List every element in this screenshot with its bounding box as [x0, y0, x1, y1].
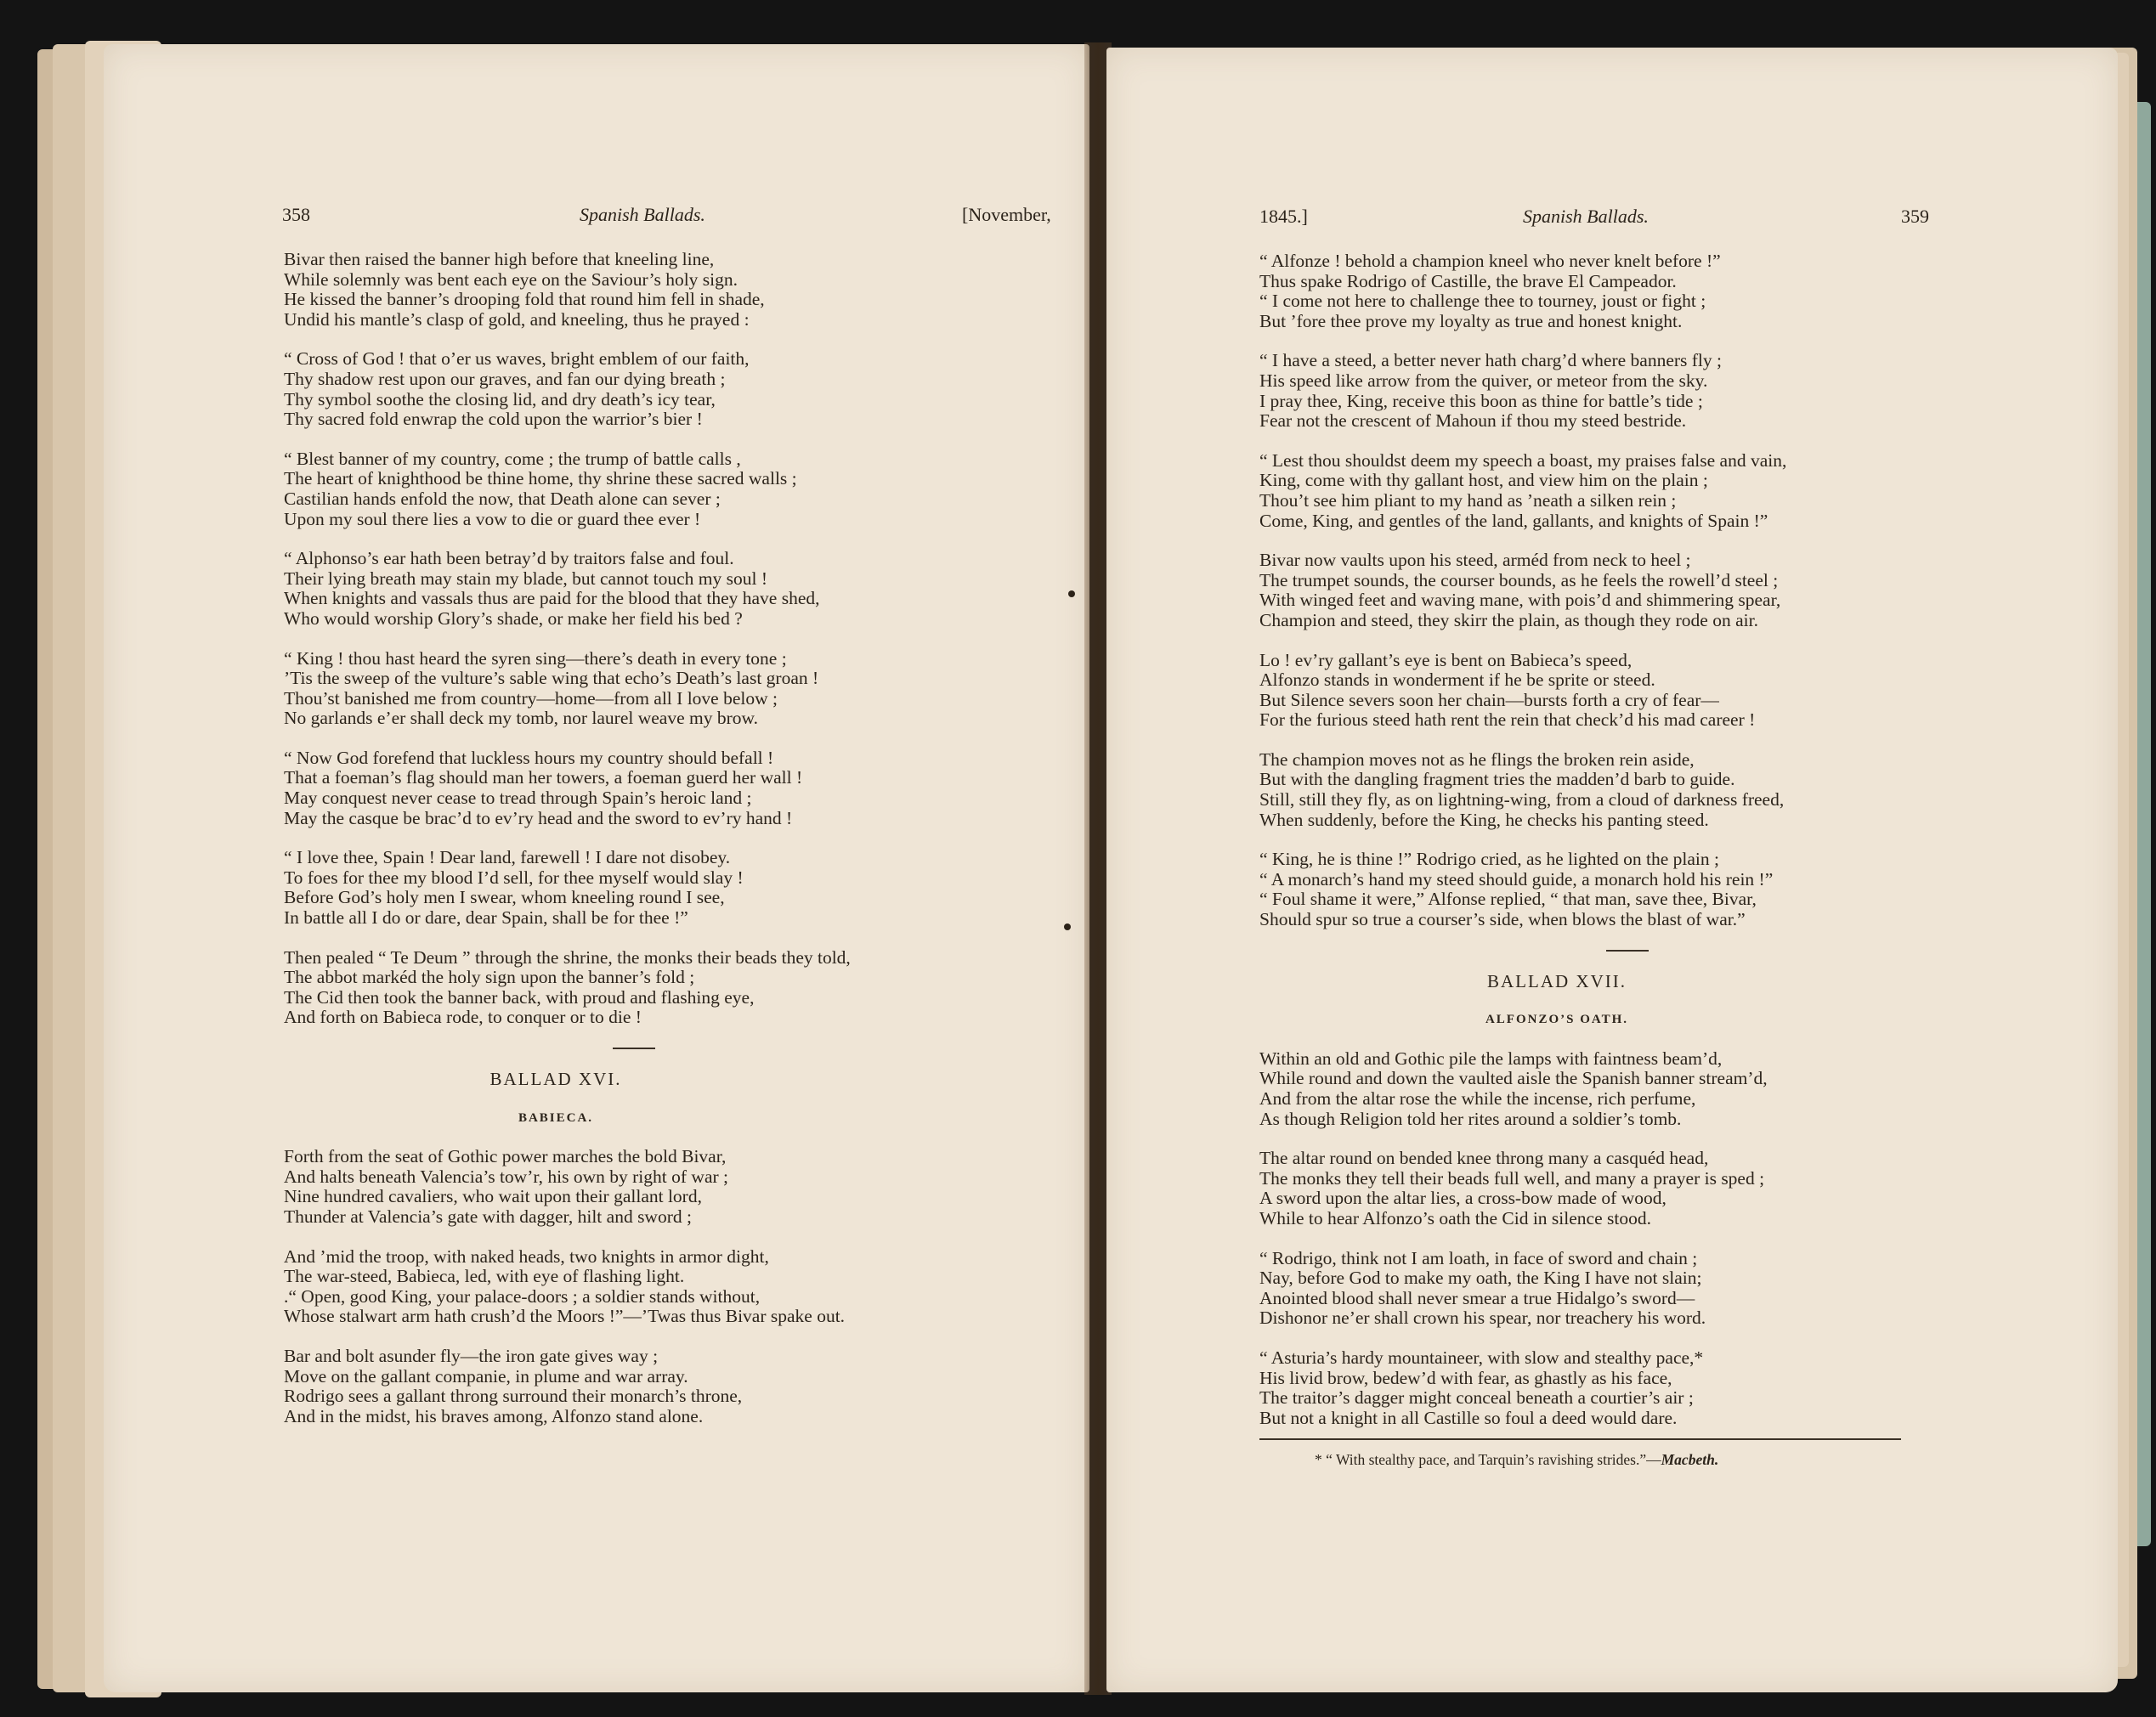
- verse-line: “ King, he is thine !” Rodrigo cried, as he lighted on the plain ;: [1259, 849, 1719, 870]
- verse-line: Come, King, and gentles of the land, gallants, and knights of Spain !”: [1259, 510, 1768, 531]
- stanza: [1259, 651, 2024, 731]
- verse-line: “ Now God forefend that luckless hours my country should befall !: [284, 747, 774, 768]
- verse-line: May conquest never cease to tread through Spain’s heroic land ;: [284, 788, 752, 809]
- left-text-column: [284, 250, 1049, 1446]
- verse-line: Before God’s holy men I swear, whom kneeling round I see,: [284, 887, 725, 908]
- verse-line: “ Foul shame it were,” Alfonse replied, “ that man, save thee, Bivar,: [1259, 889, 1757, 910]
- verse-line: Thus spake Rodrigo of Castille, the brave El Campeador.: [1259, 270, 1677, 291]
- verse-line: “ Cross of God ! that o’er us waves, bright emblem of our faith,: [284, 348, 750, 370]
- stanza: [284, 1247, 1049, 1327]
- stanza: [1259, 551, 2024, 630]
- poem-stanzas: [284, 250, 1049, 1028]
- verse-line: For the furious steed hath rent the rein that check’d his mad career !: [1259, 709, 1756, 731]
- stanza: [284, 349, 1049, 429]
- verse-line: Alfonzo stands in wonderment if he be sprite or steed.: [1259, 669, 1655, 691]
- stanza: [284, 948, 1049, 1028]
- verse-line: Undid his mantle’s clasp of gold, and kneeling, thus he prayed :: [284, 308, 750, 330]
- verse-line: His speed like arrow from the quiver, or meteor from the sky.: [1259, 370, 1708, 391]
- verse-line: Nine hundred cavaliers, who wait upon their gallant lord,: [284, 1186, 702, 1207]
- ballad-subtitle: BABIECA.: [518, 1110, 594, 1125]
- verse-line: Champion and steed, they skirr the plain, as though they rode on air.: [1259, 609, 1758, 630]
- verse-line: The champion moves not as he flings the broken rein aside,: [1259, 748, 1695, 770]
- poem-stanzas: [1259, 251, 2024, 930]
- verse-line: ’Tis the sweep of the vulture’s sable wing that echo’s Death’s last groan !: [284, 668, 819, 689]
- stanza: [1259, 1149, 2024, 1228]
- verse-line: Fear not the crescent of Mahoun if thou my steed bestride.: [1259, 410, 1687, 432]
- stanza: [284, 748, 1049, 828]
- verse-line: In battle all I do or dare, dear Spain, shall be for thee !”: [284, 907, 688, 929]
- verse-line: But not a knight in all Castille so foul a deed would dare.: [1259, 1407, 1678, 1428]
- verse-line: And in the midst, his braves among, Alfonzo stand alone.: [284, 1405, 704, 1426]
- verse-line: Dishonor ne’er shall crown his spear, nor treachery his word.: [1259, 1308, 1706, 1329]
- verse-line: Rodrigo sees a gallant throng surround their monarch’s throne,: [284, 1386, 743, 1407]
- verse-line: “ Asturia’s hardy mountaineer, with slow and stealthy pace,*: [1259, 1347, 1704, 1368]
- stanza: [284, 649, 1049, 729]
- stanza: [1259, 1249, 2024, 1329]
- running-title: Spanish Ballads.: [580, 204, 705, 225]
- verse-line: The abbot markéd the holy sign upon the banner’s fold ;: [284, 967, 695, 988]
- verse-line: The Cid then took the banner back, with proud and flashing eye,: [284, 986, 755, 1008]
- verse-line: The heart of knighthood be thine home, thy shrine these sacred walls ;: [284, 468, 797, 489]
- verse-line: That a foeman’s flag should man her towers, a foeman guerd her wall !: [284, 767, 803, 788]
- verse-line: The altar round on bended knee throng many a casquéd head,: [1259, 1148, 1709, 1169]
- verse-line: .“ Open, good King, your palace-doors ; a soldier stands without,: [284, 1285, 761, 1307]
- verse-line: While solemnly was bent each eye on the Saviour’s holy sign.: [284, 268, 738, 290]
- verse-line: The traitor’s dagger might conceal beneath a courtier’s air ;: [1259, 1387, 1694, 1409]
- stanza: [284, 250, 1049, 330]
- stanza: [1259, 451, 2024, 531]
- verse-line: Then pealed “ Te Deum ” through the shrine, the monks their beads they told,: [284, 946, 851, 968]
- verse-line: And from the altar rose the while the incense, rich perfume,: [1259, 1088, 1696, 1109]
- verse-line: “ I have a steed, a better never hath charg’d where banners fly ;: [1259, 350, 1723, 371]
- stanza: [284, 848, 1049, 928]
- verse-line: Their lying breath may stain my blade, but cannot touch my soul !: [284, 568, 768, 589]
- poem-stanzas: [1259, 1049, 2024, 1429]
- verse-line: “ Rodrigo, think not I am loath, in face of sword and chain ;: [1259, 1247, 1698, 1268]
- stanza: [1259, 750, 2024, 830]
- stanza: [1259, 1049, 2024, 1129]
- verse-line: The monks they tell their beads full well, and many a prayer is sped ;: [1259, 1167, 1765, 1189]
- stanza: [284, 1147, 1049, 1227]
- right-page: [1106, 48, 2118, 1692]
- footnote-source: Macbeth.: [1661, 1451, 1719, 1468]
- verse-line: A sword upon the altar lies, a cross-bow made of wood,: [1259, 1188, 1667, 1209]
- stanza: [1259, 351, 2024, 431]
- verse-line: Forth from the seat of Gothic power marches the bold Bivar,: [284, 1146, 727, 1167]
- verse-line: “ King ! thou hast heard the syren sing—there’s death in every tone ;: [284, 647, 787, 669]
- verse-line: Bivar now vaults upon his steed, arméd from neck to heel ;: [1259, 550, 1691, 571]
- verse-line: The trumpet sounds, the courser bounds, as he feels the rowell’d steel ;: [1259, 569, 1779, 590]
- binding-thread: [1068, 590, 1075, 597]
- verse-line: “ I come not here to challenge thee to tourney, joust or fight ;: [1259, 291, 1706, 312]
- poem-stanzas: [284, 1147, 1049, 1426]
- verse-line: Bivar then raised the banner high before that kneeling line,: [284, 249, 715, 269]
- verse-line: With winged feet and waving mane, with pois’d and shimmering spear,: [1259, 590, 1781, 611]
- verse-line: Whose stalwart arm hath crush’d the Moors !”—’Twas thus Bivar spake out.: [284, 1306, 846, 1327]
- running-title: Spanish Ballads.: [1523, 206, 1649, 227]
- verse-line: “ Alphonso’s ear hath been betray’d by traitors false and foul.: [284, 548, 734, 569]
- running-month: [November,: [962, 204, 1051, 225]
- stanza: [284, 549, 1049, 629]
- verse-line: But with the dangling fragment tries the madden’d barb to guide.: [1259, 769, 1735, 790]
- verse-line: He kissed the banner’s drooping fold that round him fell in shade,: [284, 289, 765, 310]
- footnote-text: * “ With stealthy pace, and Tarquin’s ravishing strides.”—: [1315, 1451, 1661, 1468]
- verse-line: And ’mid the troop, with naked heads, two knights in armor dight,: [284, 1245, 769, 1267]
- verse-line: King, come with thy gallant host, and view him on the plain ;: [1259, 470, 1708, 491]
- stanza: [1259, 1348, 2024, 1428]
- verse-line: His livid brow, bedew’d with fear, as ghastly as his face,: [1259, 1367, 1672, 1388]
- verse-line: While round and down the vaulted aisle the Spanish banner stream’d,: [1259, 1068, 1768, 1089]
- footnote: [1315, 1451, 1718, 1469]
- left-page: [104, 44, 1089, 1692]
- page-number: 358: [282, 204, 310, 225]
- verse-line: “ I love thee, Spain ! Dear land, farewell ! I dare not disobey.: [284, 847, 731, 868]
- verse-line: Castilian hands enfold the now, that Death alone can sever ;: [284, 488, 721, 509]
- stanza: [1259, 850, 2024, 929]
- verse-line: While to hear Alfonzo’s oath the Cid in silence stood.: [1259, 1207, 1651, 1228]
- verse-line: “ Blest banner of my country, come ; the trump of battle calls ,: [284, 448, 741, 469]
- verse-line: And forth on Babieca rode, to conquer or to die !: [284, 1007, 642, 1028]
- verse-line: But Silence severs soon her chain—bursts forth a cry of fear—: [1259, 689, 1719, 710]
- verse-line: “ Alfonze ! behold a champion kneel who never knelt before !”: [1259, 251, 1721, 271]
- stanza: [284, 449, 1049, 529]
- verse-line: Still, still they fly, as on lightning-wing, from a cloud of darkness freed,: [1259, 789, 1785, 810]
- stanza: [284, 1347, 1049, 1426]
- verse-line: “ Lest thou shouldst deem my speech a boast, my praises false and vain,: [1259, 449, 1787, 471]
- stanza: [1259, 251, 2024, 331]
- ballad-subtitle: ALFONZO’S OATH.: [1485, 1013, 1629, 1027]
- verse-line: Thou’st banished me from country—home—from all I love below ;: [284, 687, 778, 709]
- verse-line: Thy symbol soothe the closing lid, and dry death’s icy tear,: [284, 388, 716, 409]
- verse-line: When knights and vassals thus are paid for the blood that they have shed,: [284, 588, 820, 609]
- verse-line: Move on the gallant companie, in plume and war array.: [284, 1365, 688, 1387]
- verse-line: No garlands e’er shall deck my tomb, nor laurel weave my brow.: [284, 708, 759, 729]
- verse-line: Should spur so true a courser’s side, when blows the blast of war.”: [1259, 909, 1746, 930]
- running-year: 1845.]: [1259, 206, 1308, 227]
- right-text-column: [1259, 251, 2024, 1448]
- verse-line: “ A monarch’s hand my steed should guide, a monarch hold his rein !”: [1259, 868, 1774, 890]
- verse-line: To foes for thee my blood I’d sell, for thee myself would slay !: [284, 867, 744, 888]
- section-divider: [613, 1048, 655, 1049]
- verse-line: Anointed blood shall never smear a true Hidalgo’s sword—: [1259, 1287, 1695, 1308]
- verse-line: May the casque be brac’d to ev’ry head and the sword to ev’ry hand !: [284, 807, 793, 828]
- ballad-title: BALLAD XVII.: [1487, 970, 1627, 991]
- verse-line: Lo ! ev’ry gallant’s eye is bent on Babieca’s speed,: [1259, 649, 1633, 670]
- section-divider: [1606, 950, 1649, 952]
- verse-line: Within an old and Gothic pile the lamps with faintness beam’d,: [1259, 1048, 1723, 1069]
- ballad-title: BALLAD XVI.: [489, 1069, 622, 1089]
- verse-line: Upon my soul there lies a vow to die or guard thee ever !: [284, 508, 701, 529]
- verse-line: Nay, before God to make my oath, the King I have not slain;: [1259, 1268, 1702, 1289]
- verse-line: As though Religion told her rites around a soldier’s tomb.: [1259, 1108, 1682, 1129]
- verse-line: Thy sacred fold enwrap the cold upon the warrior’s bier !: [284, 409, 703, 430]
- verse-line: Thunder at Valencia’s gate with dagger, hilt and sword ;: [284, 1206, 692, 1227]
- page-number: 359: [1901, 206, 1929, 227]
- verse-line: I pray thee, King, receive this boon as thine for battle’s tide ;: [1259, 390, 1703, 411]
- verse-line: When suddenly, before the King, he checks his panting steed.: [1259, 809, 1709, 830]
- verse-line: Bar and bolt asunder fly—the iron gate gives way ;: [284, 1345, 659, 1366]
- verse-line: Thou’t see him pliant to my hand as ’neath a silken rein ;: [1259, 489, 1677, 511]
- verse-line: But ’fore thee prove my loyalty as true and honest knight.: [1259, 310, 1683, 331]
- verse-line: The war-steed, Babieca, led, with eye of flashing light.: [284, 1266, 685, 1287]
- footnote-rule: [1259, 1438, 1901, 1440]
- binding-thread: [1064, 923, 1071, 930]
- verse-line: Who would worship Glory’s shade, or make her field his bed ?: [284, 607, 743, 629]
- verse-line: And halts beneath Valencia’s tow’r, his own by right of war ;: [284, 1166, 728, 1187]
- verse-line: Thy shadow rest upon our graves, and fan our dying breath ;: [284, 368, 726, 389]
